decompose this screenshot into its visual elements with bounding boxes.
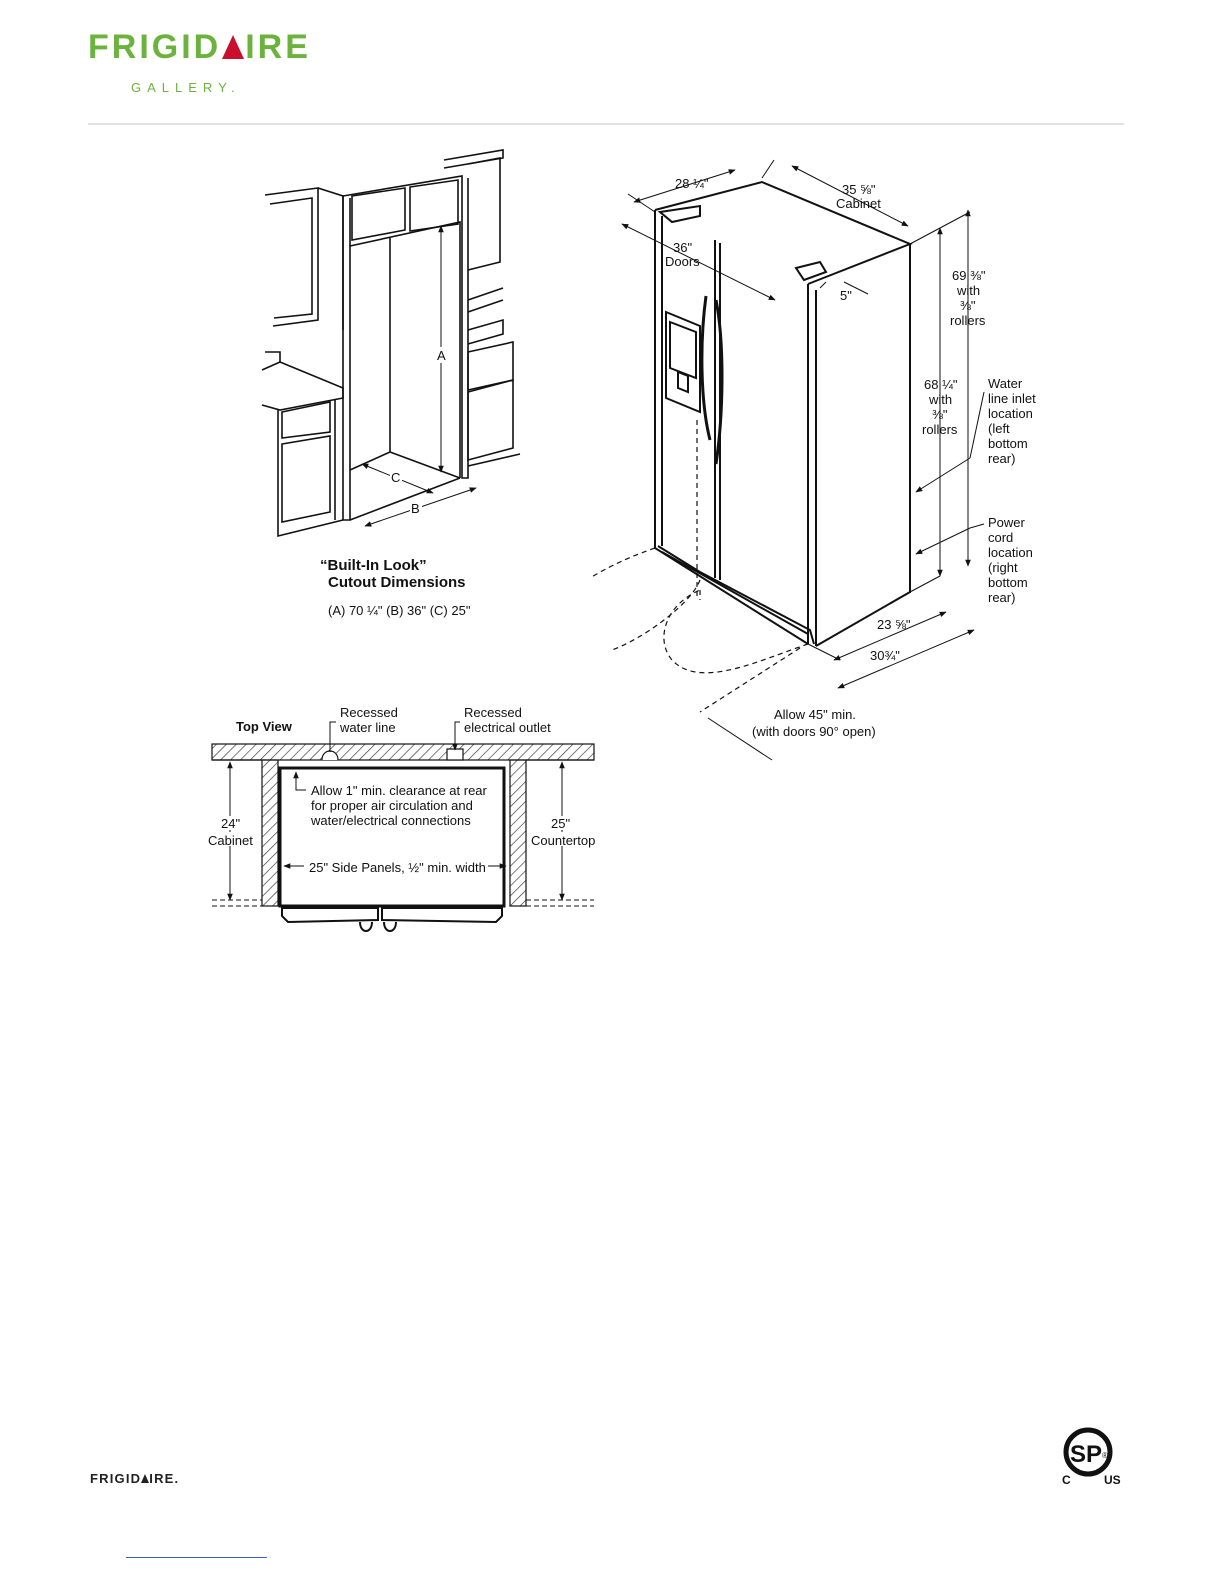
footer-brand-right: IRE. (149, 1471, 180, 1486)
water-note-line-6: rear) (988, 451, 1016, 466)
total-height-fraction: ⅜" (960, 298, 976, 313)
builtin-dimensions: (A) 70 ¼" (B) 36" (C) 25" (328, 603, 471, 618)
top-view-title: Top View (236, 719, 292, 734)
cabinet-height-rollers: rollers (922, 422, 958, 437)
cabinet-depth-word: Cabinet (208, 833, 253, 848)
brand-name-left: FRIGID (88, 28, 222, 66)
water-note-line-5: bottom (988, 436, 1028, 451)
power-note-line-5: bottom (988, 575, 1028, 590)
cabinet-word-label: Cabinet (836, 196, 881, 211)
power-note-line-3: location (988, 545, 1033, 560)
clearance-note-line-1: Allow 1" min. clearance at rear (311, 783, 487, 798)
csa-mark-letters: SP (1070, 1441, 1103, 1468)
water-note-line-2: line inlet (988, 391, 1036, 406)
footer-brand-logo (90, 1471, 179, 1486)
recessed-outlet-line-2: electrical outlet (464, 720, 551, 735)
power-note-line-4: (right (988, 560, 1018, 575)
water-note-line-3: location (988, 406, 1033, 421)
water-note-line-4: (left (988, 421, 1010, 436)
cabinet-depth-value: 24" (221, 816, 241, 831)
cabinet-depth-label: 23 ⅝" (877, 617, 911, 632)
cabinet-width-label: 35 ⅝" (842, 182, 876, 197)
top-depth-label: 28 ¼" (675, 176, 709, 191)
footer-brand-left: FRIGID (90, 1471, 142, 1486)
cabinet-height-label: 68 ¼" (924, 377, 958, 392)
water-note-line-1: Water (988, 376, 1023, 391)
builtin-title: “Built-In Look” (320, 557, 427, 574)
total-depth-label: 30¾" (870, 648, 900, 663)
dimension-b-label: B (411, 501, 420, 516)
csa-certification-mark (1062, 1430, 1121, 1487)
total-height-label: 69 ⅜" (952, 268, 986, 283)
side-panels-note: 25" Side Panels, ½" min. width (309, 860, 486, 875)
total-height-with: with (957, 283, 981, 298)
power-note-line-2: cord (988, 530, 1014, 545)
builtin-subtitle: Cutout Dimensions (328, 574, 466, 591)
doors-word-label: Doors (665, 254, 700, 269)
clearance-note-line-3: water/electrical connections (311, 813, 471, 828)
power-note-line-6: rear) (988, 590, 1016, 605)
recessed-water-line-2: water line (340, 720, 396, 735)
power-note-line-1: Power (988, 515, 1025, 530)
door-swing-arcs (590, 420, 808, 712)
brand-subtitle: GALLERY. (131, 80, 241, 95)
recessed-water-line-1: Recessed (340, 705, 398, 720)
door-clearance-line-2: (with doors 90° open) (752, 724, 876, 739)
dimension-c-label: C (391, 470, 401, 485)
countertop-depth-word: Countertop (531, 833, 596, 848)
clearance-note-line-2: for proper air circulation and (311, 798, 473, 813)
brand-name-right: IRE (245, 28, 311, 66)
cabinet-height-with: with (929, 392, 953, 407)
power-cord-note (988, 515, 1033, 605)
recessed-outlet-line-1: Recessed (464, 705, 522, 720)
cabinet-height-fraction: ⅜" (932, 407, 948, 422)
door-clearance-line-1: Allow 45" min. (774, 707, 856, 722)
water-line-note (988, 376, 1036, 466)
csa-us-label: US (1104, 1473, 1121, 1487)
registered-icon: ® (1102, 1451, 1108, 1460)
hinge-clearance-label: 5" (840, 288, 852, 303)
dimension-a-label: A (437, 348, 446, 363)
footer-link-underline[interactable] (126, 1557, 267, 1558)
countertop-depth-value: 25" (551, 816, 571, 831)
doors-width-label: 36" (673, 240, 693, 255)
csa-c-label: C (1062, 1473, 1071, 1487)
refrigerator-illustration (655, 182, 910, 646)
total-height-rollers: rollers (950, 313, 986, 328)
